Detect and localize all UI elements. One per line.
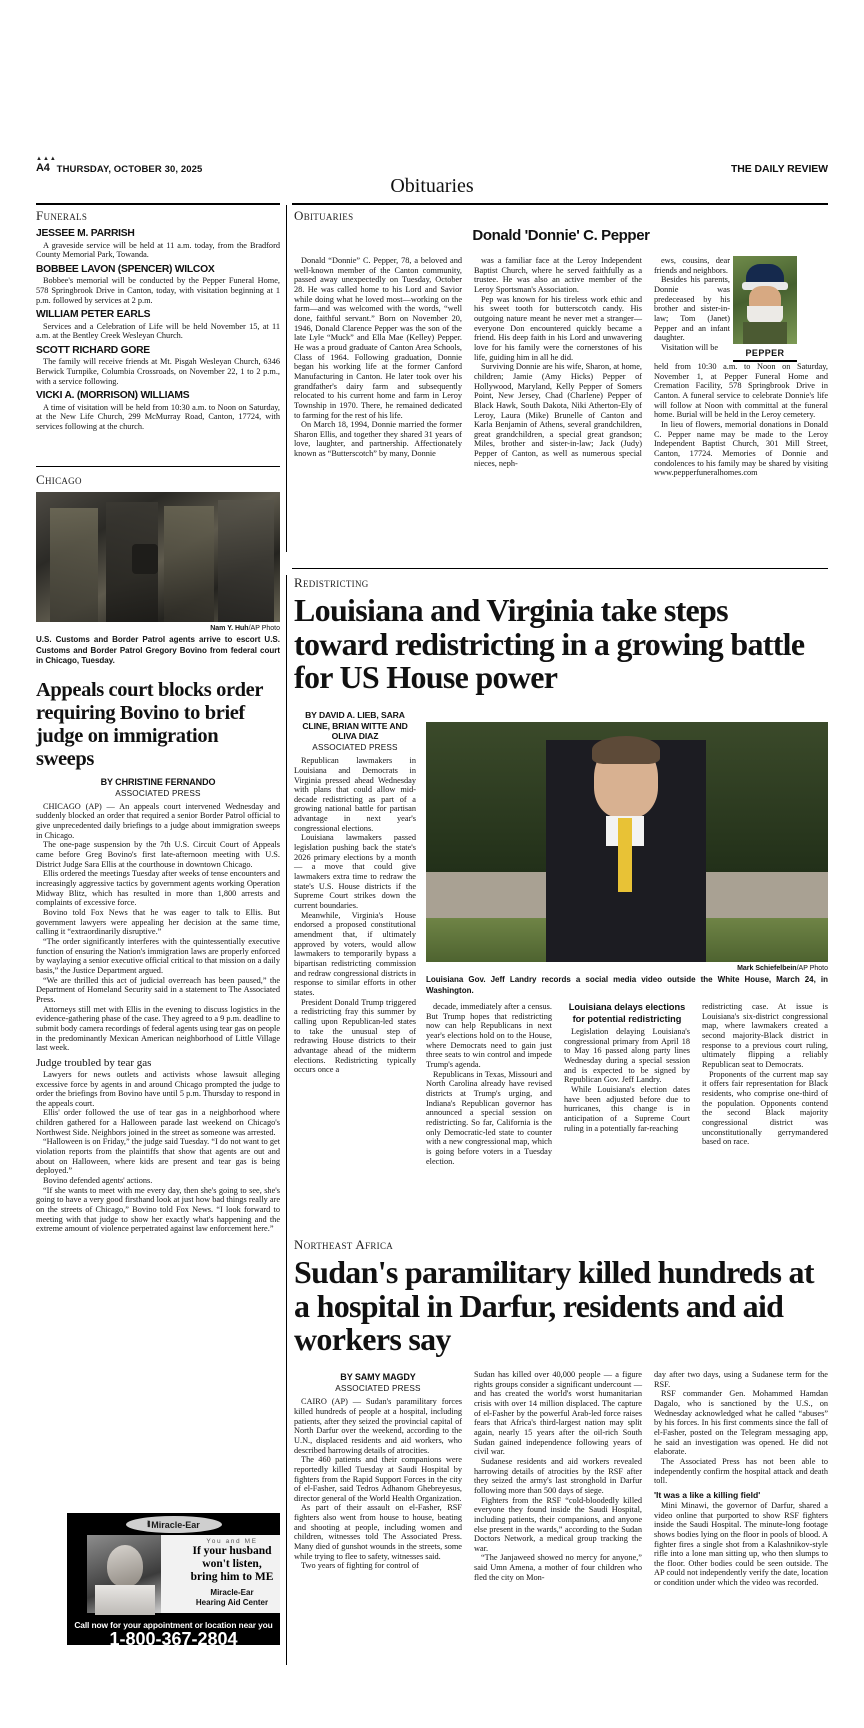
paragraph: Donald “Donnie” C. Pepper, 78, a beloved and well-known member of the Canton community, passed away unexpectedly on Tuesday, October 28. He was called home to his Lord and Savior while doing what he loved most—working on the farm—and was welcomed with the words, “well done, faithful servant.” Born on November 20, 1946, Donald Clarence Pepper was the son of the late Lyle “Muck” and Ella Mae (Kelley) Pepper. He was a proud graduate of Canton Area Schools, Class of 1964. Following graduation, Donnie began his working life at the former Canford Manufacturing in Canton. He later took over his grandfather's dairy farm and subsequently relocated to his current home and farm in Leroy Township in 1970. There, he remained dedicated to farming for the rest of his life. [294,256,462,420]
redistricting-column-4 [702,1002,828,1147]
paragraph: Republicans in Texas, Missouri and North Carolina already have revised districts at Trump's urging, and Indiana's Republican governor has announced a special session on redistricting. So far, California is the only Democratic-led state to counter with a new congressional map, which is going before voters in a Tuesday election. [426,1069,552,1166]
paragraph: Republican lawmakers in Louisiana and Democrats in Virginia pressed ahead Wednesday with plans that could allow mid-decade redistricting as part of a growing national battle for partisan advantage in next year's congressional elections. [294,756,416,833]
rule-obits-bottom [292,568,828,569]
paragraph: Bovino told Fox News that he was eager to talk to Ellis. But government lawyers were appealing her decision at the same time, calling it “extraordinarily disruptive.” [36,908,280,937]
chicago-headline: Appeals court blocks order requiring Bovino to brief judge on immigration sweeps [36,678,263,770]
page-folio [36,156,57,174]
ad-sub-2: Hearing Aid Center [195,1597,269,1607]
paragraph: Visitation will be [661,342,719,352]
photo-credit-source: /AP Photo [248,625,280,632]
paragraph: Louisiana lawmakers passed legislation pushing back the state's 2026 primary elections by a month — a move that could give lawmakers extra time to redraw the state's U.S. House districts if the Supreme Court strikes down the current boundaries. [294,833,416,911]
redistricting-column-3 [564,1002,690,1133]
paragraph: ews, cousins, dear friends and neighbors. [654,256,730,275]
paragraph: Ellis' order followed the use of tear gas in a neighborhood where children gathered for a Halloween parade last weekend on Chicago's Northwest Side. Neighbors joined in the street as someone was arrested. [36,1108,280,1137]
paragraph: was a familiar face at the Leroy Independent Baptist Church, where he served faithfully as a trustee. He was also an active member of the Leroy Sportsman's Association. [474,256,642,294]
funeral-name: BOBBEE LAVON (SPENCER) WILCOX [36,263,215,275]
ad-brand: Miracle-Ear [151,1519,200,1530]
redistricting-byline: BY DAVID A. LIEB, SARA CLINE, BRIAN WITTE AND OLIVA DIAZ [302,710,408,742]
landry-photo [426,722,828,962]
paragraph: day after two days, using a Sudanese term for the RSF. [654,1370,828,1389]
funeral-entry [36,345,280,386]
vseparator-obits [286,205,287,552]
folio-dots-icon: ▲▲▲ [36,156,57,162]
paragraph: Pep was known for his tireless work ethic and his sweet tooth for butterscotch candy. His outgoing nature meant he never met a stranger—everyone Don encountered quickly became a friend. His deep faith in his Lord and unwavering love for his family were the cornerstones of his life, guiding him in all he did. [474,294,642,362]
funeral-name: JESSEE M. PARRISH [36,228,135,239]
paragraph: The 460 patients and their companions were reportedly killed Tuesday at Saudi Hospital by fighters from the Rapid Support Forces in the city of el-Fasher, said Tedros Adhanom Ghebreyesus, director general of the World Health Organization. [294,1455,462,1503]
landry-photo-caption: Louisiana Gov. Jeff Landry records a social media video outside the White House, March 24, in Washington. [426,975,828,995]
paragraph: RSF commander Gen. Mohammed Hamdan Dagalo, who is sanctioned by the U.S., on Wednesday acknowledged what he called “abuses” by his forces. In his first comments since the fall of el-Fasher, posted on the Telegram messaging app, he said an investigation was opened. He did not elaborate. [654,1389,828,1457]
photo-credit-name: Mark Schiefelbein [737,965,797,972]
funeral-name: WILLIAM PETER EARLS [36,309,151,321]
chicago-body [36,802,280,1053]
paragraph: The Associated Press has not been able to independently confirm the hospital attack and death toll. [654,1456,828,1486]
funeral-entry [36,228,280,260]
chicago-byline-source: ASSOCIATED PRESS [115,788,201,798]
sudan-byline-source: ASSOCIATED PRESS [335,1384,421,1394]
photo-credit-source: /AP Photo [796,965,828,972]
redistricting-headline: Louisiana and Virginia take steps toward redistricting in a growing battle for US House power [294,592,805,696]
paragraph: While Louisiana's election dates have been adjusted before due to hurricanes, this change is in anticipation of a Supreme Court ruling in a potentially far-reaching [564,1084,690,1133]
photo-credit [426,964,828,973]
redistricting-subhead: Louisiana delays elections for potential redistricting [568,1002,686,1024]
paragraph: Besides his parents, Donnie was predeceased by his brother and sister-in-law; Tom (Janet) Pepper and an infant daughter. [654,275,730,343]
obituaries-section [294,208,828,249]
photo-credit-name: Nam Y. Huh [210,625,249,632]
funeral-name: VICKI A. (MORRISON) WILLIAMS [36,390,190,402]
paragraph: Bovino defended agents' actions. [43,1176,153,1186]
sudan-kicker: Northeast Africa [294,1237,394,1252]
funeral-text: A time of visitation will be held from 10:30 a.m. to Noon on Saturday, at the New Life Church, 299 McMurray Road, Canton, 17724, with services following at the church. [36,402,280,431]
funeral-text: The family will receive friends at Mt. Pisgah Wesleyan Church, 6346 Berwick Turnpike, Columbia Crossroads, on November 22, 1 to 2 p.m., with a service following. [36,357,280,386]
redistricting-byline-source: ASSOCIATED PRESS [312,743,398,753]
chicago-kicker: Chicago [36,472,82,487]
paragraph: decade, immediately after a census. But Trump hopes that redistricting now can help Republicans in next year's elections hold on to the House, where Democrats need to gain just three seats to win control and impede Trump's agenda. [426,1002,552,1069]
pepper-photo-label-wrap [733,346,797,360]
paragraph: Sudan has killed over 40,000 people — a figure rights groups consider a significant undercount — and has created the world's worst humanitarian crisis with over 14 million displaced. The capture of el-Fasher by the powerful Arab-led force raises fears that Africa's third-largest nation may split again, nearly 15 years after the oil-rich South Sudan gained independence following years of civil war. [474,1370,642,1457]
masthead-left [36,156,203,175]
paragraph: The one-page suspension by the 7th U.S. Circuit Court of Appeals came before Greg Bovino's first late-afternoon meeting with U.S. District Judge Sara Ellis at the courthouse in downtown Chicago. [36,840,280,869]
paragraph: Attorneys still met with Ellis in the evening to discuss logistics in the evidence-gathering phase of the case. They agreed to a 9 p.m. deadline to submit body camera recordings of federal agents using tear gas on people in the predominantly Mexican American neighborhood of Little Village last week. [36,1004,280,1053]
chicago-byline: BY CHRISTINE FERNANDO [100,776,216,787]
masthead-paper-name: THE DAILY REVIEW [730,162,828,175]
sudan-subhead: 'It was a like a killing field' [654,1489,761,1500]
paragraph: Lawyers for news outlets and activists whose lawsuit alleging excessive force by agents in and around Chicago prompted the judge to order the briefings from Bovino have until 5 p.m. Thursday to respond in the appeals court. [36,1069,280,1108]
chicago-subhead: Judge troubled by tear gas [36,1056,152,1069]
miracle-ear-logo [126,1516,222,1533]
paragraph: “If she wants to meet with me every day, then she's going to see, she's going to have a very good firsthand look at just how bad things really are on the streets of Chicago,” Bovino told Fox News. “I look forward to meeting with that judge to show her exactly what's happening and the extreme amount of violence perpetrated against law enforcement here.” [36,1185,280,1234]
chicago-photo-meta [36,624,280,1234]
funeral-entry [36,390,280,431]
paragraph: Proponents of the current map say it offers fair representation for Black residents, who comprise one-third of the population. Opponents contend the second Black majority congressional district was unconstitutionally gerrymandered based on race. [702,1069,828,1147]
ad-message-panel [161,1535,280,1613]
obituary-column-3-top [654,256,730,353]
chicago-photo [36,492,280,622]
paragraph: held from 10:30 a.m. to Noon on Saturday, November 1, at Pepper Funeral Home and Cremation Facility, 578 Springbrook Drive in Canton. A funeral service to celebrate Donnie's life will follow at Noon with committal at the funeral home. Burial will be held in the Leroy cemetery. [654,362,828,420]
sudan-section [294,1237,828,1363]
rule-left-funerals [36,466,280,467]
obituaries-kicker: Obituaries [294,208,354,223]
ad-tagline: You and ME [206,1538,258,1545]
pepper-photo [733,256,797,344]
obituary-name: Donald 'Donnie' C. Pepper [472,227,650,244]
pepper-photo-label: PEPPER [745,348,785,358]
funeral-text: Services and a Celebration of Life will be held November 15, at 11 a.m. at the Bentley Creek Wesleyan Church. [36,321,280,341]
folio-number: A4 [36,162,50,174]
rule-right-top [292,203,828,205]
paragraph: Sudanese residents and aid workers revealed harrowing details of atrocities by the RSF after they seized the army's last stronghold in Darfur following more than 500 days of siege. [474,1456,642,1495]
masthead [36,152,828,174]
ad-sub-1: Miracle-Ear [210,1588,254,1598]
paragraph: In lieu of flowers, memorial donations in Donald C. Pepper name may be made to the Leroy Independent Baptist Church, 301 Mill Street, Canton, 17724. Memories of Donnie and condolences to his family may be shared by visiting www.pepperfuneralhomes.com [654,419,828,478]
paragraph: redistricting case. At issue is Louisiana's six-district congressional map, where lawmakers created a second majority-Black district in response to a previous court ruling, ultimately flipping a reliably Republican seat to Democrats. [702,1002,828,1069]
paragraph: Meanwhile, Virginia's House endorsed a proposed constitutional amendment that, if ultimately approved by voters, would allow lawmakers to temporarily bypass a bipartisan redistricting commission and redraw congressional districts in response to similar efforts in other states. [294,910,416,997]
paragraph: Two years of fighting for control of [301,1561,419,1571]
paragraph: President Donald Trump triggered a redistricting fray this summer by calling upon Republican-led states to take the unusual step of redrawing House districts to their advantage ahead of the midterm elections. Redistricting typically occurs once a [294,997,416,1075]
sudan-column-3 [654,1370,828,1588]
chicago-body-2 [36,1070,280,1234]
ad-line-2: won't listen, [202,1558,262,1571]
obituary-column-3-rest [654,362,828,478]
page-title: Obituaries [390,175,474,197]
paragraph: Fighters from the RSF “cold-bloodedly killed everyone they found inside the Saudi Hospital, including patients, their companions, and anyone else present in the wards,” according to the Sudan Doctors Network, a medical group tracking the war. [474,1495,642,1553]
chicago-section [36,472,280,491]
wave-icon: ⦚⦚⦚ [147,1519,150,1529]
chicago-photo-caption: U.S. Customs and Border Patrol agents arrive to escort U.S. Customs and Border Patrol Gregory Bovino from federal court in Chicago, Tuesday. [36,635,280,666]
ad-line-3: bring him to ME [190,1571,274,1584]
obituary-column-2 [474,256,642,468]
sudan-column-2 [474,1370,642,1582]
paragraph: Surviving Donnie are his wife, Sharon, at home, children; Jamie (Amy Hicks) Pepper of Hollywood, Maryland, Kelly Pepper of Somers Point, New Jersey, Chad (Charlene) Pepper of Black Hawk, South Dakota, Niki Atherton-Ely of Leroy, Laura (Mike) Brunelle of Canton and Karla Benjamin of Athens, several grandchildren, great grandchildren, a special great grandson; Miles, brother and sister-in-law; Jack (Judy) Pepper of Canton, as well as numerous special nieces, neph- [474,362,642,468]
redistricting-column-2 [426,1002,552,1166]
funeral-entry [36,309,280,341]
sudan-column-1 [294,1370,462,1571]
ad-line-1: If your husband [192,1545,272,1557]
redistricting-kicker: Redistricting [294,575,369,590]
landry-photo-meta [426,964,828,996]
paragraph: On March 18, 1994, Donnie married the former Sharon Ellis, and together they shared 31 years of love, laughter, and partnership. Affectionately known as “Butterscotch” by many, Donnie [294,420,462,459]
redistricting-column-1 [294,708,416,1075]
paragraph: CAIRO (AP) — Sudan's paramilitary forces killed hundreds of people at a hospital, including patients, after they seized the provincial capital of North Darfur over the weekend, according to the U.N., displaced residents and aid workers, who described harrowing details of atrocities. [294,1397,462,1455]
ad-phone-number[interactable]: 1-800-367-2804 [109,1629,238,1645]
redistricting-section [294,575,828,701]
masthead-date: THURSDAY, OCTOBER 30, 2025 [56,163,203,175]
funeral-name: SCOTT RICHARD GORE [36,344,150,356]
vseparator-main [286,575,287,1665]
rule-left-top [36,203,280,205]
paragraph: CHICAGO (AP) — An appeals court intervened Wednesday and suddenly blocked an order that required a senior Border Patrol official to give unprecedented daily briefings to a judge about immigration sweeps in Chicago. [36,801,280,840]
ad-call-text: Call now for your appointment or location near you [74,1620,273,1630]
paragraph: Ellis ordered the meetings Tuesday after weeks of tense encounters and increasingly aggressive tactics by government agents working Operation Midway Blitz, which has resulted in more than 1,800 arrests and complaints of excessive force. [36,869,280,908]
sudan-byline: BY SAMY MAGDY [340,1372,416,1382]
ad-photo-woman [87,1535,163,1613]
paragraph: Legislation delaying Louisiana's congressional primary from April 18 to May 16 passed along party lines Wednesday during a special session and is expected to be signed by Republican Gov. Jeff Landry. [564,1027,690,1085]
paragraph: “We are thrilled this act of judicial overreach has been paused,” the Department of Homeland Security said in a statement to The Associated Press. [36,975,280,1004]
funerals-section [36,208,280,433]
photo-credit [36,624,280,633]
obituary-column-1 [294,256,462,459]
paragraph: Mini Minawi, the governor of Darfur, shared a video online that purported to show RSF fighters inside the Saudi Hospital. The minute-long footage shows bodies lying on the floor in pools of blood. A fighter fires a single shot from a Kalashnikov-style rifle into a lone man sitting up, who then slumps to the floor. Other bodies could be seen outside. The AP could not independently verify the date, location or condition under which the video was recorded. [654,1500,828,1588]
funeral-text: A graveside service will be held at 11 a.m. today, from the Bradford County Memorial Park, Towanda. [36,240,280,260]
paragraph: “The order significantly interferes with the quintessentially executive function of ensuring the Nation's immigration laws are properly enforced by waylaying a senior executive official critical to that mission on a daily basis,” the Justice Department argued. [36,936,280,975]
paragraph: “Halloween is on Friday,” the judge said Tuesday. “I do not want to get violation reports from the plaintiffs that show that agents are out and about on Halloween, where kids are present and tear gas is being deployed.” [36,1137,280,1176]
paragraph: As part of their assault on el-Fasher, RSF fighters also went from house to house, beating and shooting at people, including women and children, witnesses told The Associated Press. Many died of gunshot wounds in the streets, some while trying to flee to safety, witnesses said. [294,1503,462,1561]
funeral-text: Bobbee's memorial will be conducted by the Pepper Funeral Home, 578 Springbrook Drive in Canton, today, with visitation beginning at 1 p.m. followed by services at 2 p.m. [36,276,280,305]
funeral-entry [36,264,280,305]
sudan-headline: Sudan's paramilitary killed hundreds at a hospital in Darfur, residents and aid workers say [294,1254,814,1358]
paragraph: “The Janjaweed showed no mercy for anyone,” said Umn Amena, a mother of four children who fled the city on Mon- [474,1553,642,1582]
miracle-ear-ad[interactable] [67,1513,280,1645]
funerals-kicker: Funerals [36,208,88,223]
